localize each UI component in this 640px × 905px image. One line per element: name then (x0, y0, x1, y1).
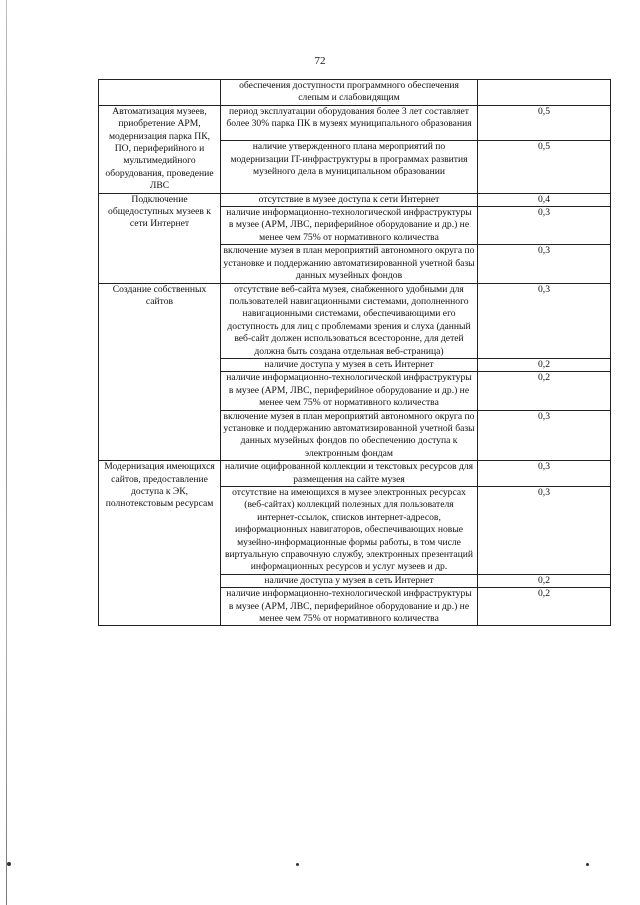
weight-cell: 0,2 (478, 372, 611, 410)
weight-cell: 0,3 (478, 245, 611, 283)
criterion-cell: наличие доступа у музея в сеть Интернет (221, 574, 478, 587)
weight-cell: 0,4 (478, 193, 611, 206)
table-row (99, 283, 611, 358)
weight-cell: 0,2 (478, 588, 611, 626)
weight-cell: 0,3 (478, 207, 611, 245)
weight-cell: 0,5 (478, 141, 611, 193)
scan-speck (296, 863, 299, 866)
criterion-cell: период эксплуатации оборудования более 3 лет составляет более 30% парка ПК в музеях муниципального образования (221, 105, 478, 140)
direction-cell (99, 80, 221, 106)
scan-edge-line (6, 0, 7, 905)
criteria-table (98, 79, 611, 626)
criterion-cell: наличие утвержденного плана мероприятий по модернизации IT-инфраструктуры в программах развития музейного дела в муниципальном образовании (221, 141, 478, 193)
table-row (99, 80, 611, 106)
weight-cell: 0,2 (478, 358, 611, 371)
table-row (99, 461, 611, 487)
weight-cell: 0,3 (478, 487, 611, 575)
weight-cell: 0,5 (478, 105, 611, 140)
criterion-cell: наличие информационно-технологической инфраструктуры в музее (АРМ, ЛВС, периферийное оборудование и др.) не менее чем 75% от нормативного количества (221, 588, 478, 626)
table-row (99, 105, 611, 140)
criterion-cell: отсутствие веб-сайта музея, снабженного удобными для пользователей навигационными системами, дополненного навигационными системами, обеспечивающими его доступность для лиц с проблемами зрения и слуха (данный веб-сайт должен использоваться всесторонне, для детей должна быть создана отдельная веб-страница) (221, 283, 478, 358)
criterion-cell: наличие информационно-технологической инфраструктуры в музее (АРМ, ЛВС, периферийное оборудование и др.) не менее чем 75% от нормативного количества (221, 207, 478, 245)
direction-cell: Создание собственных сайтов (99, 283, 221, 461)
direction-cell: Модернизация имеющихся сайтов, предоставление доступа к ЭК, полнотекстовым ресурсам (99, 461, 221, 626)
scan-speck (7, 862, 11, 866)
criterion-cell: включение музея в план мероприятий автономного округа по установке и поддержанию автоматизированной учетной базы данных музейных фондов (221, 245, 478, 283)
criterion-cell: наличие доступа у музея в сеть Интернет (221, 358, 478, 371)
scan-speck (586, 863, 589, 866)
criterion-cell: обеспечения доступности программного обеспечения слепым и слабовидящим (221, 80, 478, 106)
criterion-cell: наличие оцифрованной коллекции и текстовых ресурсов для размещения на сайте музея (221, 461, 478, 487)
weight-cell: 0,3 (478, 461, 611, 487)
criterion-cell: отсутствие на имеющихся в музее электронных ресурсах (веб-сайтах) коллекций полезных для пользователя интернет-ссылок, списков интернет-адресов, информационных навигаторов, обеспечивающих новые музейно-информационные формы работы, в том числе виртуальную справочную службу, электронных презентаций информационных ресурсов и услуг музеев и др. (221, 487, 478, 575)
direction-cell: Автоматизация музеев, приобретение АРМ, модернизация парка ПК, ПО, периферийного и мультимедийного оборудования, проведение ЛВС (99, 105, 221, 193)
direction-cell: Подключение общедоступных музеев к сети Интернет (99, 193, 221, 283)
weight-cell: 0,3 (478, 283, 611, 358)
criterion-cell: наличие информационно-технологической инфраструктуры в музее (АРМ, ЛВС, периферийное оборудование и др.) не менее чем 75% от нормативного количества (221, 372, 478, 410)
page-number: 72 (314, 55, 326, 67)
criterion-cell: отсутствие в музее доступа к сети Интернет (221, 193, 478, 206)
weight-cell: 0,2 (478, 574, 611, 587)
weight-cell: 0,3 (478, 410, 611, 461)
weight-cell (478, 80, 611, 106)
criterion-cell: включение музея в план мероприятий автономного округа по установке и поддержанию автоматизированной учетной базы данных музейных фондов по обеспечению доступа к электронным фондам (221, 410, 478, 461)
table-row (99, 193, 611, 206)
